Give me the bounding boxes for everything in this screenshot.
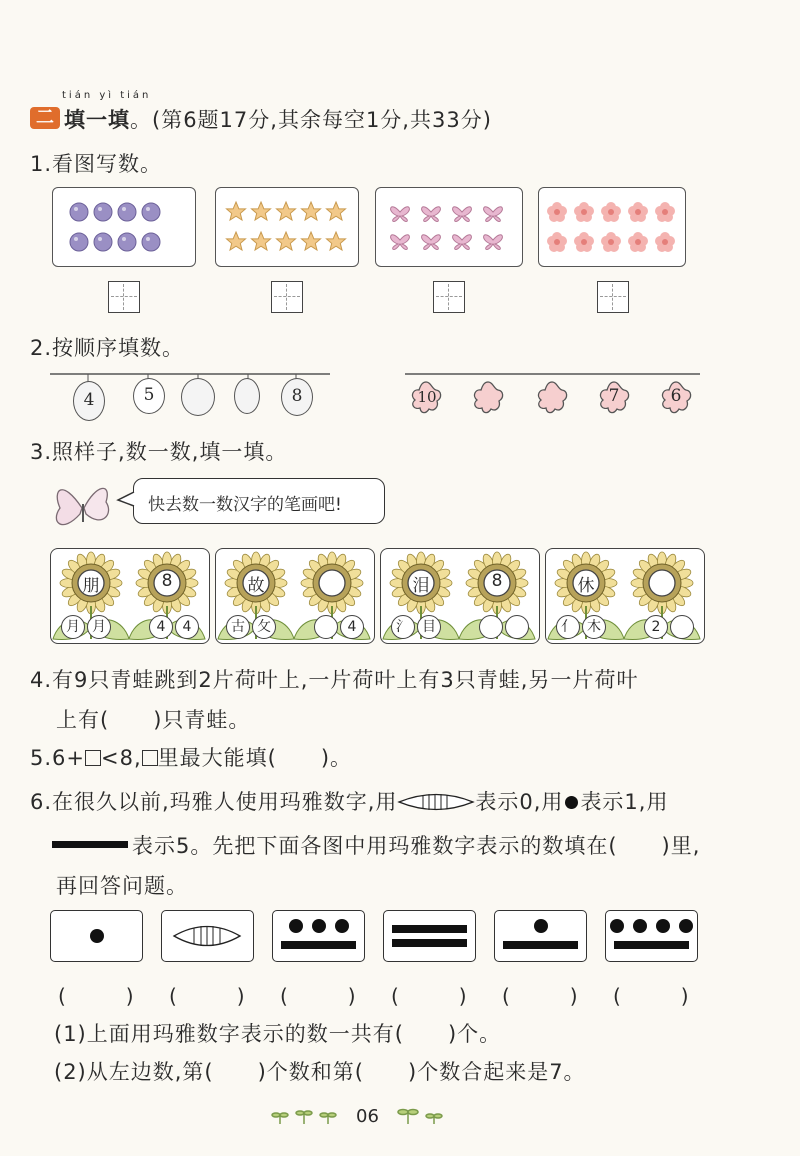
sunflower-card — [50, 548, 210, 644]
maya-answer-blank[interactable]: ( ) — [280, 984, 356, 1008]
purple-balloons-icon — [53, 188, 195, 266]
maya-dot — [312, 919, 326, 933]
maya-cards-row — [50, 910, 704, 962]
q4-line1: 4.有9只青蛙跳到2片荷叶上,一片荷叶上有3只青蛙,另一片荷叶 — [30, 668, 639, 692]
stroke-count-circle: 4 — [175, 615, 199, 639]
q1-label: 1.看图写数。 — [30, 152, 163, 176]
maya-dot — [610, 919, 624, 933]
balloon-slot — [281, 378, 313, 416]
character-center: 休 — [577, 576, 595, 596]
stroke-count-circle: 4 — [149, 615, 173, 639]
flower-number: 7 — [608, 386, 620, 406]
section-score-note: 。(第6题17分,其余每空1分,共33分) — [130, 108, 492, 132]
balloon-slot — [133, 378, 165, 414]
q6-line3: 再回答问题。 — [56, 874, 188, 898]
empty-square-icon — [142, 750, 158, 766]
maya-number-card — [383, 910, 476, 962]
maya-dot — [289, 919, 303, 933]
q1-picture-flowers — [538, 187, 686, 267]
maya-number-card — [272, 910, 365, 962]
stroke-count-circle: 2 — [644, 615, 668, 639]
balloon-blank[interactable] — [234, 378, 260, 414]
maya-answer-blank[interactable]: ( ) — [58, 984, 134, 1008]
q6-line2 — [52, 830, 700, 860]
maya-number-card — [605, 910, 698, 962]
sunflower-card — [545, 548, 705, 644]
maya-bar — [392, 939, 467, 947]
maya-number-card — [494, 910, 587, 962]
q6-text-a: 6.在很久以前,玛雅人使用玛雅数字,用 — [30, 790, 398, 814]
balloon-number: 8 — [291, 386, 303, 406]
q3-label: 3.照样子,数一数,填一填。 — [30, 440, 288, 464]
maya-zero-icon — [172, 921, 242, 951]
speech-text: 快去数一数汉字的笔画吧! — [148, 495, 342, 515]
q6-text-c: 表示1,用 — [580, 790, 669, 814]
speech-bubble — [133, 478, 385, 524]
q1-picture-butterflies — [375, 187, 523, 267]
maya-answer-row — [58, 980, 708, 1008]
balloon-number: 5 — [143, 385, 155, 405]
maya-zero-icon — [397, 791, 475, 813]
component-part-circle: 古 — [226, 615, 250, 639]
character-center: 朋 — [82, 576, 100, 596]
stroke-count-circle: 4 — [340, 615, 364, 639]
balloon-slot — [73, 381, 105, 421]
section-title — [64, 104, 492, 134]
maya-dot — [633, 919, 647, 933]
maya-answer-blank[interactable]: ( ) — [613, 984, 689, 1008]
q6-sub2: (2)从左边数,第( )个数和第( )个数合起来是7。 — [54, 1060, 586, 1084]
sunflower-row — [50, 548, 704, 644]
q5-prefix: 5.6+ — [30, 746, 85, 770]
component-part-circle: 月 — [87, 615, 111, 639]
q5-question — [30, 742, 352, 772]
section-pinyin: tián yì tián — [62, 90, 152, 101]
butterfly-icon — [376, 188, 522, 266]
speech-tail — [116, 490, 136, 510]
flower-blank[interactable] — [478, 388, 500, 408]
maya-answer-blank[interactable]: ( ) — [169, 984, 245, 1008]
stroke-total: 8 — [491, 571, 503, 591]
component-part-circle: 木 — [582, 615, 606, 639]
maya-dot — [335, 919, 349, 933]
q5-middle: <8, — [101, 746, 142, 770]
stroke-total: 8 — [161, 571, 173, 591]
flower-number: 10 — [417, 388, 437, 406]
section-title-text: 填一填 — [64, 108, 130, 132]
q1-picture-stars — [215, 187, 359, 267]
maya-number-card — [161, 910, 254, 962]
flower-icon — [539, 188, 685, 266]
maya-dot — [534, 919, 548, 933]
page-number: 06 — [356, 1106, 379, 1127]
maya-one-icon — [565, 796, 578, 809]
stroke-count-circle[interactable] — [670, 615, 694, 639]
maya-bar — [281, 941, 356, 949]
stroke-count-circle[interactable] — [479, 615, 503, 639]
section-badge-label: 二 — [36, 107, 54, 128]
q1-answer-box[interactable] — [433, 281, 465, 313]
maya-number-card — [50, 910, 143, 962]
component-part-circle: 月 — [61, 615, 85, 639]
maya-bar — [614, 941, 689, 949]
q6-text-b: 表示0,用 — [475, 790, 564, 814]
maya-dot — [656, 919, 670, 933]
q1-picture-balloons — [52, 187, 196, 267]
maya-answer-blank[interactable]: ( ) — [502, 984, 578, 1008]
maya-bar — [503, 941, 578, 949]
maya-bar — [392, 925, 467, 933]
section-badge — [30, 107, 60, 129]
balloon-blank[interactable] — [181, 378, 215, 416]
q2-label: 2.按顺序填数。 — [30, 336, 185, 360]
q4-line2: 上有( )只青蛙。 — [56, 708, 251, 732]
balloon-number: 4 — [83, 390, 95, 410]
stroke-count-circle[interactable] — [505, 615, 529, 639]
sprout-decoration-icon — [396, 1104, 456, 1128]
maya-five-icon — [52, 841, 128, 848]
star-icon — [216, 188, 358, 266]
q1-answer-box[interactable] — [271, 281, 303, 313]
component-part-circle: 攵 — [252, 615, 276, 639]
component-part-circle: 氵 — [391, 615, 415, 639]
sprout-decoration-icon — [270, 1104, 350, 1128]
q5-suffix: 里最大能填( )。 — [157, 746, 353, 770]
maya-dot — [679, 919, 693, 933]
q1-answer-box[interactable] — [108, 281, 140, 313]
character-center: 故 — [247, 576, 265, 596]
sunflower-card — [215, 548, 375, 644]
character-center: 泪 — [412, 576, 430, 596]
flower-blank[interactable] — [541, 388, 563, 408]
q1-answer-box[interactable] — [597, 281, 629, 313]
flower-number: 6 — [670, 386, 682, 406]
component-part-circle: 目 — [417, 615, 441, 639]
q6-text-d: 表示5。先把下面各图中用玛雅数字表示的数填在( )里, — [132, 834, 701, 858]
maya-dot — [90, 929, 104, 943]
sunflower-card — [380, 548, 540, 644]
empty-square-icon — [85, 750, 101, 766]
stroke-count-circle[interactable] — [314, 615, 338, 639]
maya-answer-blank[interactable]: ( ) — [391, 984, 467, 1008]
q6-sub1: (1)上面用玛雅数字表示的数一共有( )个。 — [54, 1022, 502, 1046]
butterfly-icon — [52, 478, 114, 536]
q6-line1 — [30, 786, 668, 816]
component-part-circle: 亻 — [556, 615, 580, 639]
